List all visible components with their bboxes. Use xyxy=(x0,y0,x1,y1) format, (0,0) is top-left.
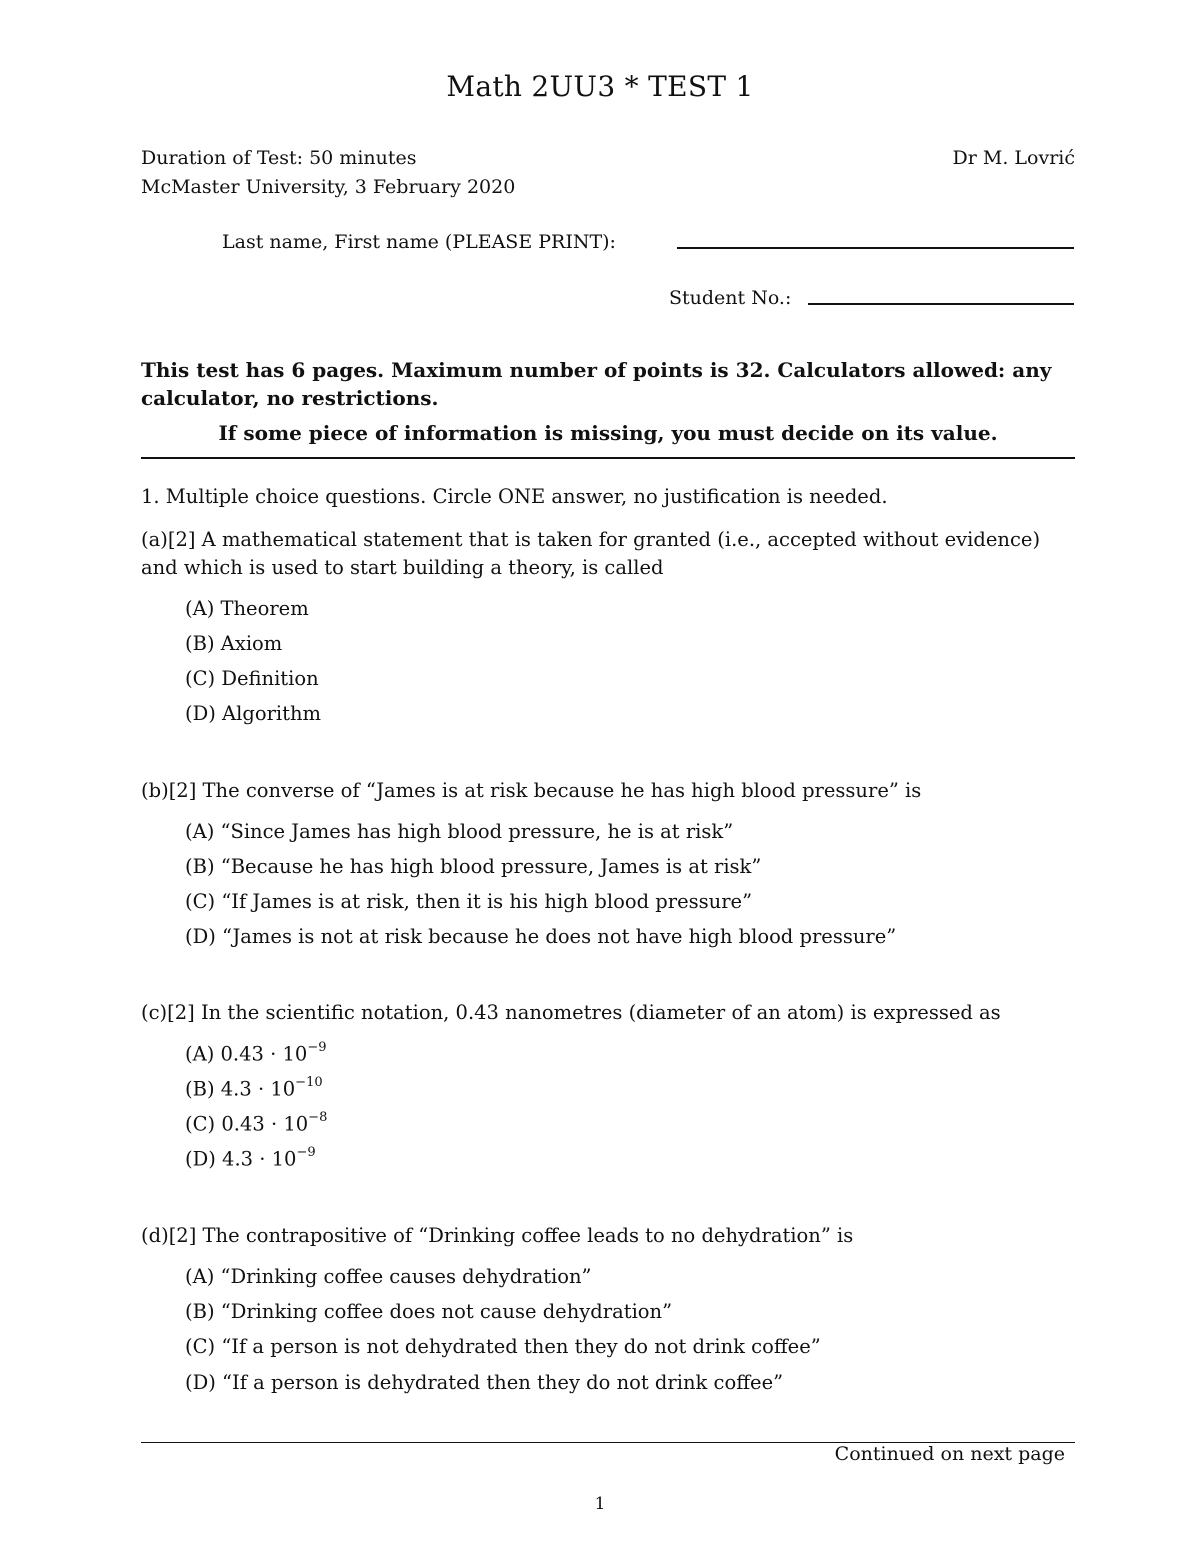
question-1a-option-d[interactable]: (D) Algorithm xyxy=(185,702,322,725)
option-base: (B) 4.3 · 10 xyxy=(185,1077,296,1101)
question-1b-option-b[interactable]: (B) “Because he has high blood pressure, James is at risk” xyxy=(185,855,762,878)
missing-info-note: If some piece of information is missing, you must decide on its value. xyxy=(218,421,998,445)
question-1d-option-b[interactable]: (B) “Drinking coffee does not cause dehydration” xyxy=(185,1300,673,1323)
question-1d-option-a[interactable]: (A) “Drinking coffee causes dehydration” xyxy=(185,1265,592,1288)
option-exponent: −9 xyxy=(296,1145,316,1160)
question-1b-option-d[interactable]: (D) “James is not at risk because he does not have high blood pressure” xyxy=(185,925,897,948)
option-base: (A) 0.43 · 10 xyxy=(185,1042,308,1066)
page-number: 1 xyxy=(594,1494,606,1514)
question-1d-option-c[interactable]: (C) “If a person is not dehydrated then they do not drink coffee” xyxy=(185,1335,821,1358)
question-1c-option-d[interactable] xyxy=(185,1147,316,1171)
option-base: (C) 0.43 · 10 xyxy=(185,1112,309,1136)
question-1-intro: 1. Multiple choice questions. Circle ONE answer, no justification is needed. xyxy=(141,485,888,508)
header-divider xyxy=(141,457,1075,459)
instructor-name: Dr M. Lovrić xyxy=(952,147,1075,169)
instructions-text: This test has 6 pages. Maximum number of points is 32. Calculators allowed: any calculator, no restrictions. xyxy=(141,358,1052,410)
option-exponent: −9 xyxy=(307,1040,327,1055)
duration-text: Duration of Test: 50 minutes xyxy=(141,147,417,169)
option-exponent: −10 xyxy=(295,1075,323,1090)
question-1d-option-d[interactable]: (D) “If a person is dehydrated then they do not drink coffee” xyxy=(185,1371,784,1394)
question-1c-option-b[interactable] xyxy=(185,1077,323,1101)
student-no-field-line[interactable] xyxy=(808,303,1074,305)
question-1c-option-c[interactable] xyxy=(185,1112,327,1136)
question-1b-stem: (b)[2] The converse of “James is at risk because he has high blood pressure” is xyxy=(141,779,922,802)
name-label: Last name, First name (PLEASE PRINT): xyxy=(222,231,616,253)
question-1c-stem: (c)[2] In the scientific notation, 0.43 nanometres (diameter of an atom) is expressed as xyxy=(141,1001,1001,1024)
question-1c-option-a[interactable] xyxy=(185,1042,327,1066)
question-1a-option-c[interactable]: (C) Definition xyxy=(185,667,319,690)
question-1a-option-b[interactable]: (B) Axiom xyxy=(185,632,283,655)
question-1b-option-a[interactable]: (A) “Since James has high blood pressure, he is at risk” xyxy=(185,820,734,843)
option-base: (D) 4.3 · 10 xyxy=(185,1147,297,1171)
continued-note: Continued on next page xyxy=(834,1443,1065,1465)
question-1a-option-a[interactable]: (A) Theorem xyxy=(185,597,309,620)
question-1a-stem: (a)[2] A mathematical statement that is taken for granted (i.e., accepted without evidence) and which is used to start building a theory, is called xyxy=(141,528,1041,579)
question-1d-stem: (d)[2] The contrapositive of “Drinking coffee leads to no dehydration” is xyxy=(141,1224,854,1247)
option-exponent: −8 xyxy=(308,1110,328,1125)
name-field-line[interactable] xyxy=(677,247,1074,249)
question-1b-option-c[interactable]: (C) “If James is at risk, then it is his high blood pressure” xyxy=(185,890,753,913)
university-date: McMaster University, 3 February 2020 xyxy=(141,176,516,198)
page-title: Math 2UU3 * TEST 1 xyxy=(446,70,754,103)
student-no-label: Student No.: xyxy=(669,287,792,309)
